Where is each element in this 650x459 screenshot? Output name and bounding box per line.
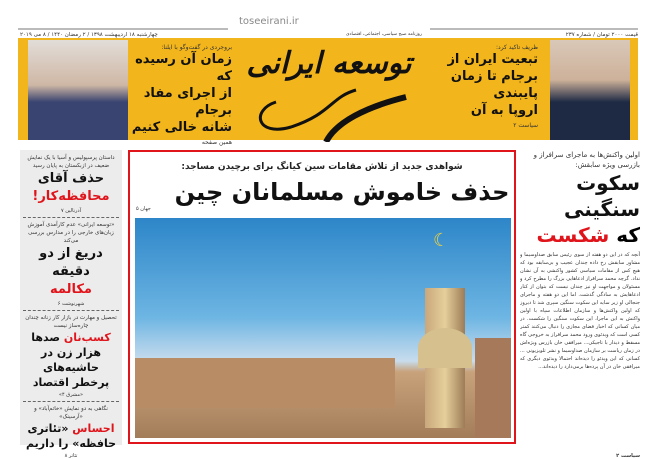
banner-right-line1[interactable]: تبعیت ایران از — [447, 52, 538, 67]
right-headline[interactable]: سکوت سنگینی — [563, 171, 640, 221]
right-kicker: اولین واکنش‌ها به ماجرای سرافراز و بازرسی ویژه سابقش: — [533, 151, 640, 169]
teaser-kicker: داستان پرسپولیس و آسیا با یک نمایش ضعیف در ازبکستان به پایان رسید — [27, 155, 115, 169]
teaser-title: حذف آقای — [37, 171, 105, 186]
divider — [23, 310, 119, 311]
crescent-icon: ☾ — [433, 230, 450, 251]
main-headline[interactable]: حذف خاموش مسلمانان چین — [174, 178, 510, 206]
teaser-kicker: «توسعه ایرانی» عدم کارآمدی آموزش زبان‌های خارجی را در مدارس بررسی می‌کند — [27, 222, 115, 244]
website[interactable]: toseeirani.ir — [236, 16, 302, 27]
banner-left-ref: همین صفحه — [201, 139, 232, 146]
teaser-ref: شهرنوشت ۶ — [57, 301, 85, 307]
teaser-title-red: مکالمه — [50, 282, 92, 297]
banner-left-line2[interactable]: از اجرای مفاد برجام — [143, 86, 232, 118]
banner-right-kicker: ظریف تاکید کرد: — [496, 44, 538, 51]
teaser-women[interactable] — [23, 314, 119, 398]
right-headline-red: شکست — [536, 223, 610, 247]
main-kicker: شواهدی جدید از تلاش مقامات سین کیانگ برای برچیدن مساجد: — [181, 162, 463, 172]
main-ref: جهان ۵ — [136, 206, 151, 212]
banner-left-line1[interactable]: زمان آن رسیده که — [135, 52, 232, 84]
zarif-photo — [550, 40, 630, 140]
main-story[interactable] — [128, 150, 516, 444]
teaser-kicker: نگاهی به دو نمایش «خاتم‌آباد» و «آرسینک» — [34, 406, 108, 420]
banner-left-line3[interactable]: شانه خالی کنیم — [131, 120, 232, 135]
logo-subtitle: روزنامه صبح سیاسی، اجتماعی، اقتصادی — [345, 32, 422, 37]
teaser-ref: «مشرق ۴» — [58, 392, 84, 398]
boroujerdi-photo — [28, 40, 128, 140]
teaser-title-red: محافظه‌کار! — [32, 189, 110, 204]
teaser-title-red: احساس — [72, 422, 115, 435]
banner-right-ref: سیاست ۲ — [513, 122, 538, 129]
divider — [23, 217, 119, 218]
teaser-theatre[interactable] — [23, 405, 119, 459]
teaser-title: دریغ از دو دقیقه — [39, 246, 103, 279]
rule-right — [430, 28, 638, 30]
mosque-photo — [135, 218, 511, 438]
right-headline-2: که — [616, 223, 640, 247]
teaser-title-red: کسب‌نان — [63, 331, 111, 344]
banner-right-line3[interactable]: اروپا به آن — [470, 103, 538, 118]
divider — [23, 401, 119, 402]
left-column — [20, 150, 122, 459]
teaser-kicker: تحصیل و مهارت در بازار کار زنانه چندان چاره‌ساز نیست — [25, 315, 117, 329]
rule-left — [18, 28, 228, 30]
building — [475, 338, 511, 438]
right-column — [520, 150, 640, 459]
banner-left-kicker: بروجردی در گفت‌وگو با ایلنا: — [161, 44, 232, 51]
right-body: آنچه که در این دو هفته از سوی رئیس سابق صداوسیما و مشاور سابقش رخ داده چندان عجیب و بی‌سابقه بود که هیچ کس از مقامات سیاسی کشور واکنشی به آن نشان نداد. گرچه محمد سرافراز ادعاهایی بزرگ را مطرح کرد و مسئولان و مواجهت او نیز چندان نیست که بتوان از کنار ادعاهایش به سادگی گذشت. اما این دو هفته و ماجرای جنجالی او زیر سایه این سکوت سنگین سپری شد تا دیروز که اولین واکنش‌ها و سازمان اطلاعات سپاه با اولین واکنش به این ماجرا، این سکوت سنگین را شکست. در میان کسانی که اخبار فضای مجازی را دنبال می‌کنند کمتر کسی است که ویدئوی ورود محمد سرافراز به خروجی گاه مسقط و دیدار با تاجیکی... میرافقی خان بازرس ویژه‌اش در زمان ریاست بر سازمان صداوسیما و نشر تلویزیونی ... کسانی که این ویدئو را دیده‌اند احتمالا ویدئوی دیگری که میرافقی خان در آن پرده‌ها برمی‌دارد را دیده‌اند... — [520, 252, 640, 370]
teaser-football[interactable] — [23, 154, 119, 214]
teaser-ref: تئاتر ۸ — [64, 453, 78, 459]
teaser-title: صدها هزار زن در حاشیه‌های پرخطر اقتصاد — [31, 331, 110, 389]
right-ref: سیاست ۲ — [616, 453, 640, 459]
masthead-logo — [236, 2, 422, 142]
teaser-ref: آدرنالین ۷ — [60, 208, 82, 214]
banner-right-line2[interactable]: برجام تا زمان پایبندی — [450, 69, 538, 101]
issue-date: چهارشنبه ۱۸ اردیبهشت ۱۳۹۸ / ۲ رمضان ۱۴۴۰ / ۸ می ۲۰۱۹ — [20, 32, 158, 38]
logo-title: توسعه ایرانی — [246, 46, 412, 81]
price-issue: قیمت ۲۰۰۰ تومان / شماره ۲۳۷ — [565, 32, 638, 38]
teaser-title: «تئاتری حافظه» را داریم — [25, 422, 117, 450]
houses — [135, 358, 395, 408]
teaser-language[interactable] — [23, 221, 119, 307]
dome — [418, 328, 472, 368]
